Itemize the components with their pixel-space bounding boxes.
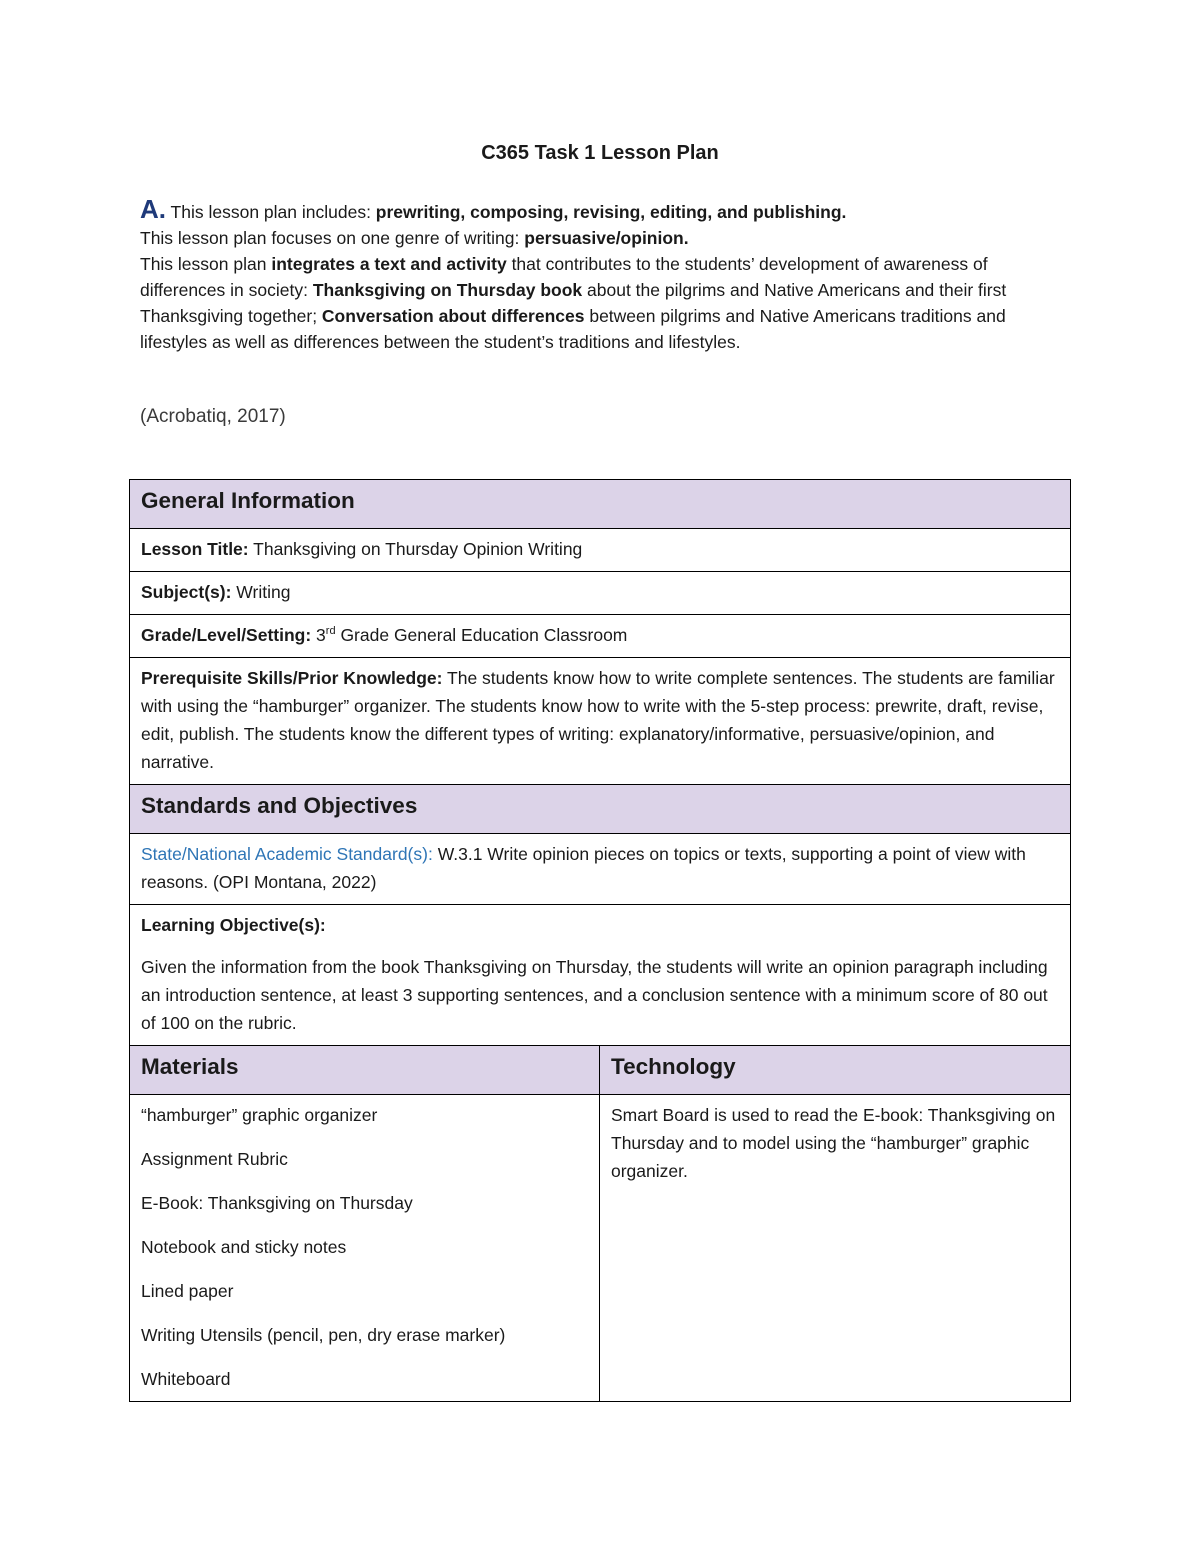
general-information-header: General Information — [130, 480, 1071, 529]
lesson-plan-table — [129, 479, 1071, 1402]
learning-objective-label: Learning Objective(s): — [141, 915, 326, 935]
lesson-title-label: Lesson Title: — [141, 539, 249, 559]
intro-bold: persuasive/opinion. — [524, 228, 689, 248]
intro-bold: Conversation about differences — [321, 306, 585, 326]
subjects-value: Writing — [231, 582, 291, 602]
intro-paragraph-2 — [140, 225, 1070, 251]
standard-cell — [130, 834, 1071, 905]
material-item: “hamburger” graphic organizer — [141, 1105, 378, 1125]
intro-text: between pilgrims and Native Americans traditions and lifestyles as well as differences between the student’s traditions and lifestyles. — [140, 306, 1006, 352]
material-item: Assignment Rubric — [141, 1149, 288, 1169]
section-marker: A. — [140, 194, 166, 224]
learning-objective-cell — [130, 905, 1071, 1046]
standards-objectives-header: Standards and Objectives — [130, 785, 1071, 834]
technology-cell — [600, 1095, 1071, 1402]
technology-header: Technology — [600, 1046, 1071, 1095]
standard-label: State/National Academic Standard(s): — [141, 844, 433, 864]
intro-section — [140, 196, 1070, 355]
intro-paragraph-1 — [140, 196, 1070, 225]
grade-cell — [130, 615, 1071, 658]
lesson-title-cell — [130, 529, 1071, 572]
materials-header: Materials — [130, 1046, 600, 1095]
prerequisite-value: The students know how to write complete sentences. The students are familiar with using the “hamburger” organizer. The students know how to write with the 5-step process: prewrite, draft, revise, edit, publish. The students know the different types of writing: explanatory/informative, persuasive/opinion, and narrative. — [141, 668, 1055, 772]
grade-value: 3 — [311, 625, 326, 645]
citation: (Acrobatiq, 2017) — [140, 406, 286, 427]
materials-list — [130, 1095, 600, 1402]
intro-bold: Thanksgiving on Thursday book — [312, 280, 583, 300]
intro-text: about the pilgrims and Native Americans and their first Thanksgiving together; — [140, 280, 1007, 326]
material-item: Notebook and sticky notes — [141, 1237, 347, 1257]
intro-text: that contributes to the students’ development of awareness of differences in society: — [140, 254, 988, 300]
standard-value: W.3.1 Write opinion pieces on topics or texts, supporting a point of view with reasons. (OPI Montana, 2022) — [141, 844, 1026, 892]
intro-text: This lesson plan includes: — [170, 202, 376, 222]
material-item: Whiteboard — [141, 1369, 231, 1389]
prerequisite-label: Prerequisite Skills/Prior Knowledge: — [141, 668, 443, 688]
subjects-cell — [130, 572, 1071, 615]
material-item: Writing Utensils (pencil, pen, dry erase marker) — [141, 1325, 506, 1345]
technology-text: Smart Board is used to read the E-book: Thanksgiving on Thursday and to model using the “hamburger” graphic organizer. — [611, 1105, 1056, 1181]
material-item: E-Book: Thanksgiving on Thursday — [141, 1193, 413, 1213]
material-item: Lined paper — [141, 1281, 234, 1301]
grade-label: Grade/Level/Setting: — [141, 625, 312, 645]
intro-paragraph-3 — [140, 251, 1070, 355]
intro-bold: integrates a text and activity — [271, 254, 507, 274]
grade-superscript: rd — [325, 625, 336, 638]
grade-value-rest: Grade General Education Classroom — [335, 625, 628, 645]
intro-text: This lesson plan focuses on one genre of writing: — [140, 228, 525, 248]
subjects-label: Subject(s): — [141, 582, 232, 602]
learning-objective-value: Given the information from the book Thanksgiving on Thursday, the students will write an opinion paragraph including an introduction sentence, at least 3 supporting sentences, and a conclusion sentence with a minimum score of 80 out of 100 on the rubric. — [141, 957, 1048, 1033]
intro-text: This lesson plan — [140, 254, 272, 274]
prerequisite-cell — [130, 658, 1071, 785]
intro-bold: prewriting, composing, revising, editing, and publishing. — [375, 202, 847, 222]
document-title: C365 Task 1 Lesson Plan — [481, 142, 719, 164]
lesson-title-value: Thanksgiving on Thursday Opinion Writing — [248, 539, 583, 559]
